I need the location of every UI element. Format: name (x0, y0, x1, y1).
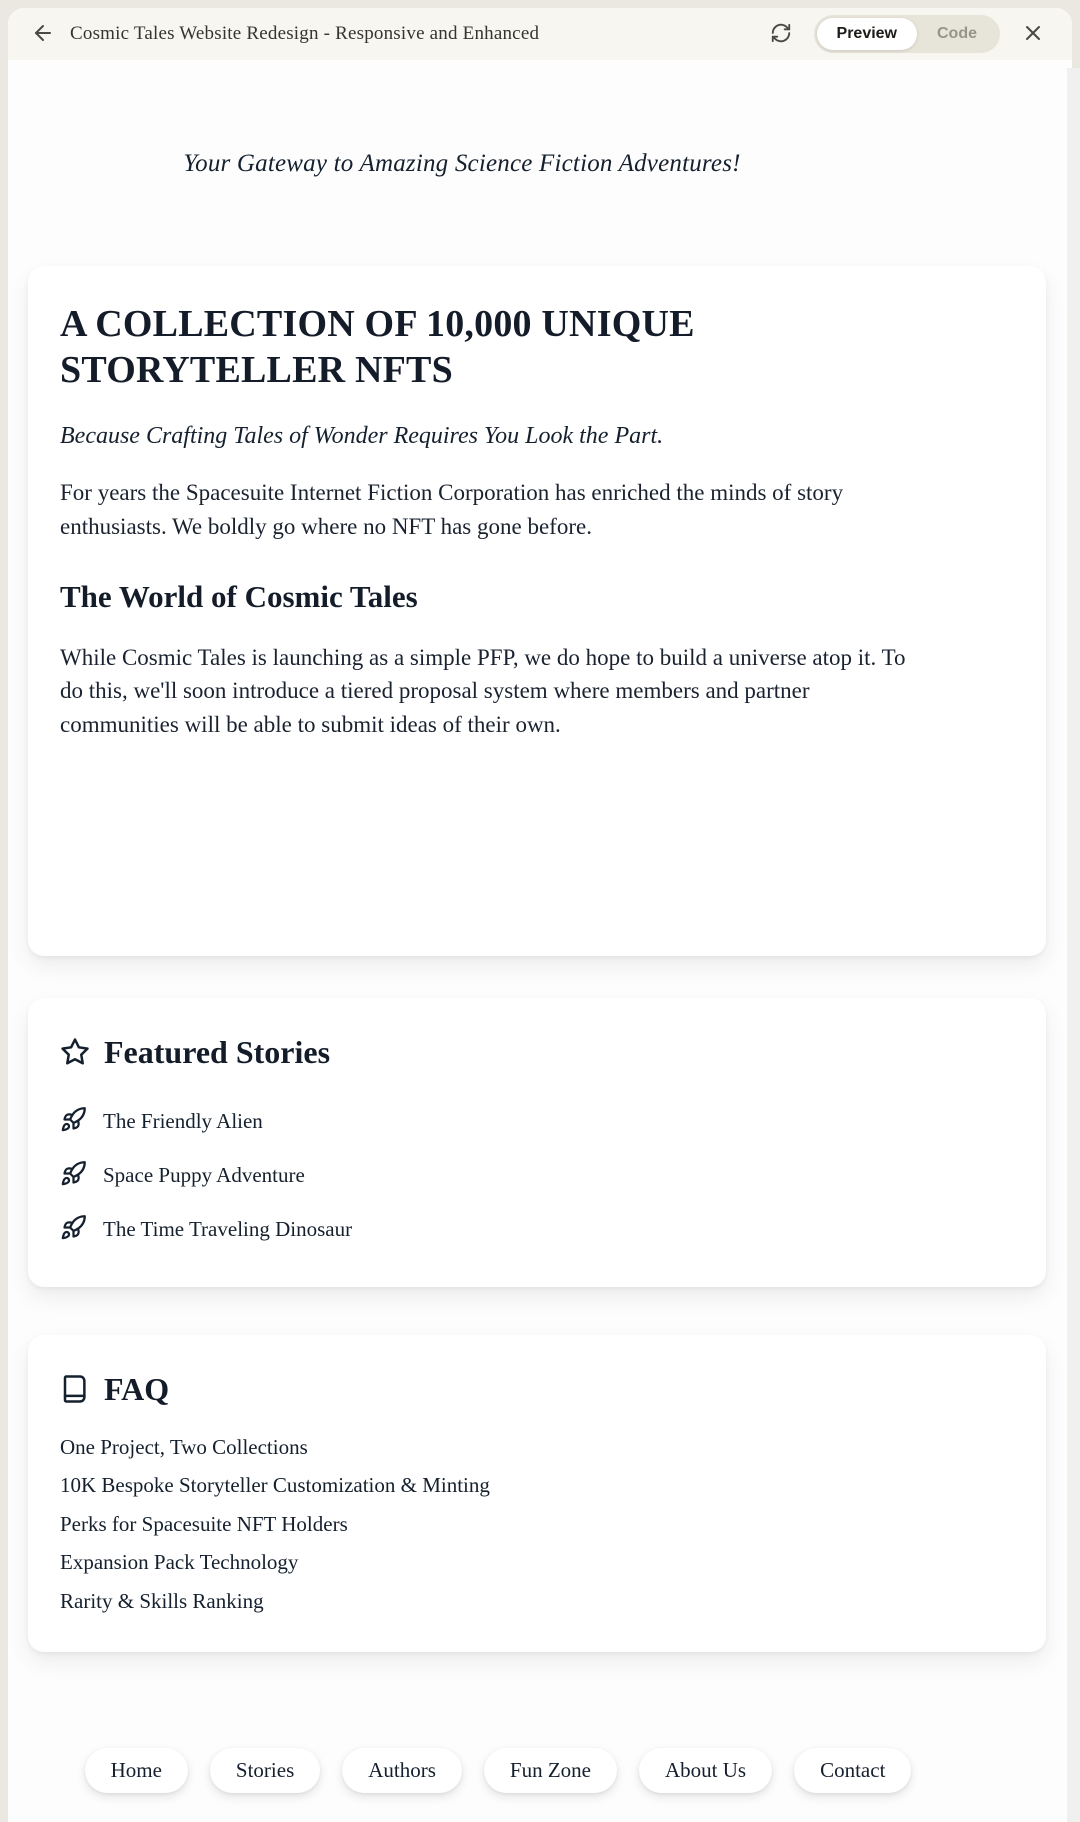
toggle-code[interactable]: Code (917, 18, 997, 50)
scrollbar-track (1067, 68, 1080, 1822)
site-tagline: Your Gateway to Amazing Science Fiction Adventures! (183, 150, 741, 177)
story-item[interactable] (60, 1203, 1014, 1257)
rocket-icon (60, 1214, 87, 1246)
world-section-paragraph: While Cosmic Tales is launching as a simple PFP, we do hope to build a universe atop it. To do this, we'll soon introduce a tiered proposal system where members and partner communities will be able to submit ideas of their own. (60, 644, 906, 737)
featured-stories-heading: Featured Stories (104, 1033, 331, 1070)
artifact-topbar (8, 8, 1072, 60)
site-nav (8, 1748, 988, 1793)
collection-heading: A COLLECTION OF 10,000 UNIQUE STORYTELLER NFTS (60, 303, 695, 391)
collection-paragraph: For years the Spacesuite Internet Fiction Corporation has enriched the minds of story enthusiasts. We boldly go where no NFT has gone before. (60, 480, 844, 539)
back-button[interactable] (26, 17, 60, 51)
toggle-preview[interactable]: Preview (817, 18, 917, 50)
rocket-icon (60, 1160, 87, 1192)
rocket-icon (60, 1106, 87, 1138)
close-button[interactable] (1016, 17, 1050, 51)
preview-code-toggle (814, 15, 1000, 53)
faq-card (28, 1335, 1046, 1653)
featured-stories-header (60, 1034, 1014, 1071)
faq-header (60, 1371, 1014, 1408)
story-item[interactable] (60, 1149, 1014, 1203)
preview-viewport (8, 60, 1072, 1822)
featured-stories-card (28, 998, 1046, 1287)
arrow-left-icon (31, 21, 55, 48)
close-icon (1021, 21, 1045, 48)
faq-item[interactable]: Expansion Pack Technology (60, 1550, 299, 1575)
nav-stories[interactable]: Stories (210, 1748, 320, 1793)
world-section-heading: The World of Cosmic Tales (60, 578, 418, 614)
hero-tagline-row (8, 60, 916, 178)
refresh-button[interactable] (764, 17, 798, 51)
topbar-actions (764, 15, 1050, 53)
story-title: Space Puppy Adventure (103, 1163, 305, 1188)
story-list (60, 1095, 1014, 1257)
artifact-panel (8, 8, 1072, 1822)
refresh-icon (770, 22, 792, 47)
faq-item[interactable]: Perks for Spacesuite NFT Holders (60, 1511, 348, 1536)
book-icon (60, 1374, 90, 1404)
faq-item[interactable]: 10K Bespoke Storyteller Customization & Minting (60, 1473, 490, 1498)
collection-subheading: Because Crafting Tales of Wonder Requires You Look the Part. (60, 423, 664, 450)
faq-item[interactable]: One Project, Two Collections (60, 1434, 308, 1459)
faq-list (60, 1428, 1014, 1621)
star-icon (60, 1037, 90, 1067)
collection-card (28, 266, 1046, 956)
nav-about-us[interactable]: About Us (639, 1748, 772, 1793)
nav-authors[interactable]: Authors (342, 1748, 462, 1793)
artifact-title: Cosmic Tales Website Redesign - Responsive and Enhanced (70, 23, 540, 44)
story-title: The Friendly Alien (103, 1109, 263, 1134)
story-item[interactable] (60, 1095, 1014, 1149)
nav-home[interactable]: Home (85, 1748, 188, 1793)
nav-contact[interactable]: Contact (794, 1748, 911, 1793)
faq-heading: FAQ (104, 1370, 170, 1407)
story-title: The Time Traveling Dinosaur (103, 1217, 353, 1242)
faq-item[interactable]: Rarity & Skills Ranking (60, 1588, 264, 1613)
nav-fun-zone[interactable]: Fun Zone (484, 1748, 617, 1793)
